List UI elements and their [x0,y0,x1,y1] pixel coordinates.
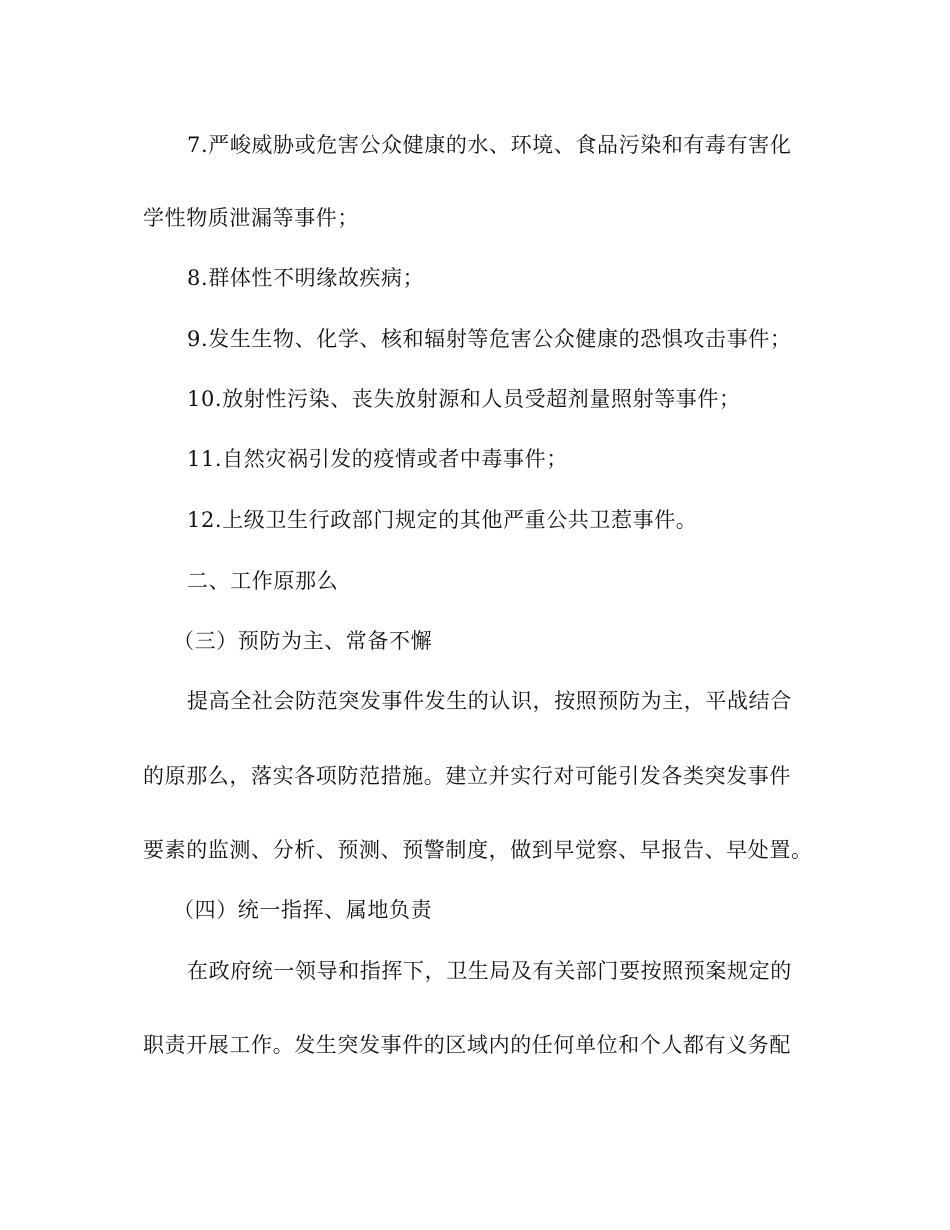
list-item-10: 10.放射性污染、丧失放射源和人员受超剂量照射等事件； [187,387,741,411]
list-item-7-continuation: 学性物质泄漏等事件； [143,206,359,230]
list-item-9: 9.发生生物、化学、核和辐射等危害公众健康的恐惧攻击事件； [187,327,792,351]
paragraph-line: 在政府统一领导和指挥下，卫生局及有关部门要按照预案规定的 [187,959,792,983]
paragraph-line: 职责开展工作。发生突发事件的区域内的任何单位和个人都有义务配 [143,1033,791,1057]
subsection-heading-3: （三）预防为主、常备不懈 [173,629,433,653]
paragraph-line: 提高全社会防范突发事件发生的认识，按照预防为主，平战结合 [187,689,792,713]
list-item-11: 11.自然灾祸引发的疫情或者中毒事件； [187,447,568,471]
list-item-12: 12.上级卫生行政部门规定的其他严重公共卫惹事件。 [187,508,698,532]
section-heading: 二、工作原那么 [187,569,339,593]
paragraph-line: 的原那么，落实各项防范措施。建立并实行对可能引发各类突发事件 [143,764,791,788]
subsection-heading-4: （四）统一指挥、属地负责 [173,898,433,922]
paragraph-line: 要素的监测、分析、预测、预警制度，做到早觉察、早报告、早处置。 [143,838,813,862]
list-item-7: 7.严峻威胁或危害公众健康的水、环境、食品污染和有毒有害化 [187,133,792,157]
list-item-8: 8.群体性不明缘故疾病； [187,266,425,290]
